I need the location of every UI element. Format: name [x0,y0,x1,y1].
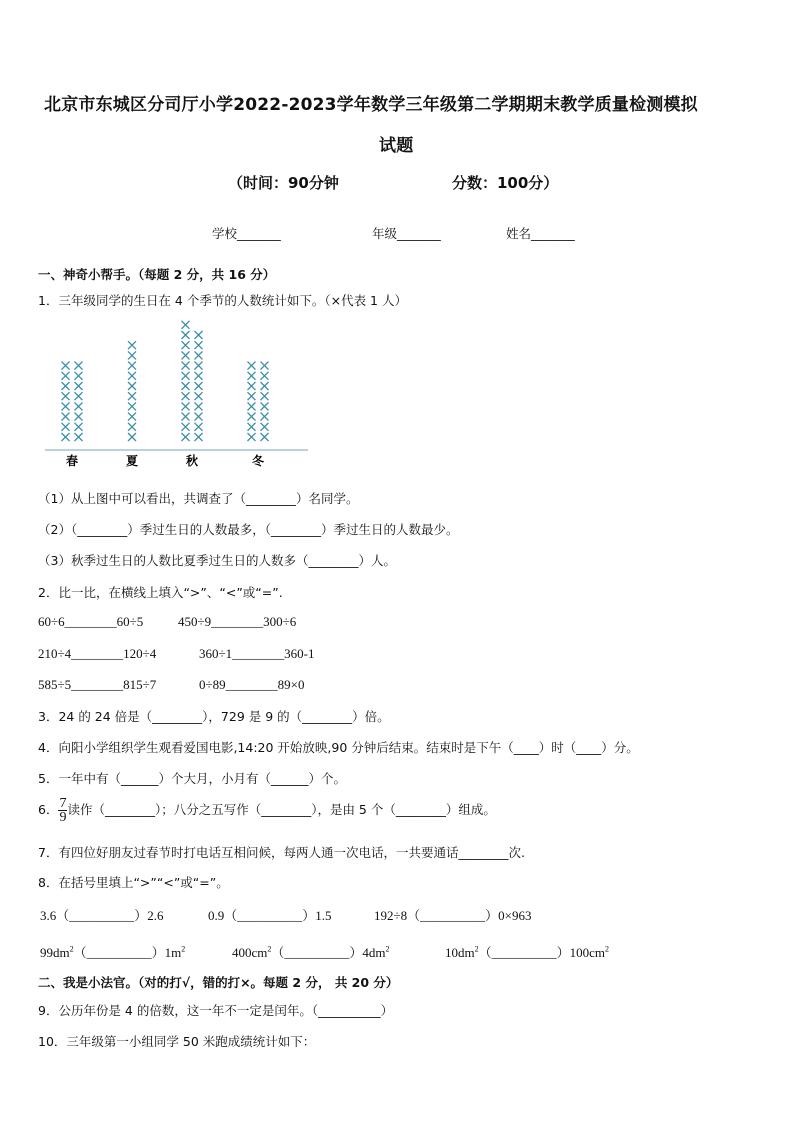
pictograph-mark-秋 [195,351,203,359]
pictograph-mark-夏 [128,372,136,380]
pictograph-category-label: 秋 [185,454,199,468]
pictograph-mark-冬 [261,392,269,400]
pictograph-mark-冬 [261,423,269,431]
q2-row-3-right: 0÷89________89×0 [199,677,305,692]
pictograph-mark-冬 [248,413,256,421]
pictograph-mark-冬 [248,392,256,400]
pictograph-mark-夏 [128,402,136,410]
pictograph-mark-秋 [195,341,203,349]
question-3: 3．24 的 24 倍是（________），729 是 9 的（________）倍。 [38,709,390,724]
pictograph-mark-夏 [128,362,136,370]
pictograph-mark-春 [75,413,83,421]
pictograph-mark-夏 [128,382,136,390]
question-1-1: （1）从上图中可以看出，共调查了（________）名同学。 [38,491,359,506]
fraction-7-9: $\frac{7}{9}$ [59,796,67,825]
pictograph-mark-春 [62,382,70,390]
pictograph-mark-秋 [182,351,190,359]
pictograph-mark-冬 [261,382,269,390]
page-title-line2: 试题 [379,136,414,156]
pictograph-mark-春 [75,362,83,370]
pictograph-mark-夏 [128,413,136,421]
pictograph-mark-夏 [128,423,136,431]
q2-row-1-right: 450÷9________300÷6 [178,614,297,629]
pictograph-mark-秋 [182,331,190,339]
q8-row-1-b: 0.9（__________）1.5 [208,908,332,923]
pictograph-mark-春 [75,433,83,441]
question-10: 10．三年级第一小组同学 50 米跑成绩统计如下： [38,1034,316,1049]
pictograph-category-label: 夏 [125,454,139,468]
question-8: 8．在括号里填上“>”“<”或“=”。 [38,875,229,890]
pictograph-mark-秋 [182,402,190,410]
pictograph-mark-秋 [182,413,190,421]
pictograph-mark-秋 [195,392,203,400]
pictograph-mark-秋 [182,321,190,329]
name-field[interactable]: 姓名_______ [506,226,575,241]
pictograph-mark-春 [75,423,83,431]
pictograph-category-label: 春 [65,454,79,468]
pictograph-mark-秋 [182,392,190,400]
pictograph-mark-冬 [248,433,256,441]
q8-row-1-a: 3.6（__________）2.6 [40,908,164,923]
pictograph-mark-春 [62,423,70,431]
question-9: 9．公历年份是 4 的倍数，这一年不一定是闰年。（__________） [38,1003,394,1018]
q8-row-1-c: 192÷8（__________）0×963 [374,908,532,923]
pictograph-mark-春 [62,433,70,441]
section-1-heading: 一、神奇小帮手。（每题 2 分，共 16 分） [38,267,276,282]
pictograph-mark-春 [75,382,83,390]
pictograph-mark-春 [62,402,70,410]
pictograph-mark-冬 [261,402,269,410]
pictograph-mark-冬 [248,423,256,431]
pictograph-mark-秋 [182,382,190,390]
q2-row-2-left: 210÷4________120÷4 [38,646,157,661]
pictograph-mark-秋 [195,372,203,380]
pictograph-mark-春 [62,392,70,400]
q8-row-2-b: $400cm^2(\_\_\_\_\_\_\_\_\_\_)4dm^2$ [232,944,390,960]
pictograph-mark-秋 [182,423,190,431]
pictograph-mark-春 [62,362,70,370]
pictograph-mark-冬 [261,433,269,441]
pictograph-mark-冬 [261,362,269,370]
pictograph-mark-冬 [248,402,256,410]
question-1-2: （2）（________）季过生日的人数最多，（________）季过生日的人数最少。 [38,522,459,537]
pictograph-mark-秋 [195,382,203,390]
page-title-line1: 北京市东城区分司厅小学2022-2023学年数学三年级第二学期期末教学质量检测模拟 [44,95,698,115]
pictograph-mark-春 [75,372,83,380]
question-2: 2．比一比，在横线上填入“>”、“<”或“=”. [38,585,283,600]
pictograph-mark-秋 [195,433,203,441]
school-field[interactable]: 学校_______ [212,226,281,241]
pictograph-mark-秋 [195,362,203,370]
pictograph-mark-冬 [261,413,269,421]
pictograph-category-label: 冬 [251,454,265,468]
section-2-heading: 二、我是小法官。（对的打√，错的打×。每题 2 分， 共 20 分） [38,975,399,990]
pictograph-mark-冬 [248,382,256,390]
q8-row-2-c: $10dm^2(\_\_\_\_\_\_\_\_\_\_)100cm^2$ [445,944,610,960]
pictograph-mark-秋 [195,423,203,431]
question-4: 4．向阳小学组织学生观看爱国电影,14:20 开始放映,90 分钟后结束。结束时是下午（____）时（____）分。 [38,740,639,755]
question-1: 1．三年级同学的生日在 4 个季节的人数统计如下。（×代表 1 人） [38,293,407,308]
q2-row-1-left: 60÷6________60÷5 [38,614,144,629]
pictograph-mark-春 [62,372,70,380]
grade-field[interactable]: 年级_______ [372,226,441,241]
question-5: 5．一年中有（______）个大月，小月有（______）个。 [38,771,346,786]
pictograph-mark-春 [62,413,70,421]
pictograph-mark-夏 [128,433,136,441]
question-6 [38,797,496,824]
q2-row-3-left: 585÷5________815÷7 [38,677,157,692]
pictograph-mark-夏 [128,341,136,349]
q6-text: 读作（________）；八分之五写作（________），是由 5 个（________）组成。 [67,802,496,817]
pictograph-mark-秋 [182,372,190,380]
pictograph-mark-秋 [182,341,190,349]
pictograph-mark-秋 [182,362,190,370]
exam-score: 分数：100分） [452,174,559,192]
q2-row-2-right: 360÷1________360-1 [199,646,315,661]
pictograph-mark-秋 [195,331,203,339]
q6-number: 6． [38,802,59,817]
pictograph-mark-秋 [195,402,203,410]
question-7: 7．有四位好朋友过春节时打电话互相问候，每两人通一次电话，一共要通话________次. [38,845,525,860]
pictograph-mark-春 [75,402,83,410]
pictograph-mark-夏 [128,351,136,359]
q8-row-2-a: $99dm^2(\_\_\_\_\_\_\_\_\_\_)1m^2$ [40,944,186,960]
exam-time: （时间：90分钟 [228,174,339,192]
pictograph-mark-秋 [195,413,203,421]
pictograph-chart [40,320,315,470]
pictograph-mark-夏 [128,392,136,400]
pictograph-mark-秋 [182,433,190,441]
pictograph-mark-冬 [248,362,256,370]
pictograph-mark-冬 [261,372,269,380]
pictograph-mark-春 [75,392,83,400]
pictograph-mark-冬 [248,372,256,380]
question-1-3: （3）秋季过生日的人数比夏季过生日的人数多（________）人。 [38,553,396,568]
